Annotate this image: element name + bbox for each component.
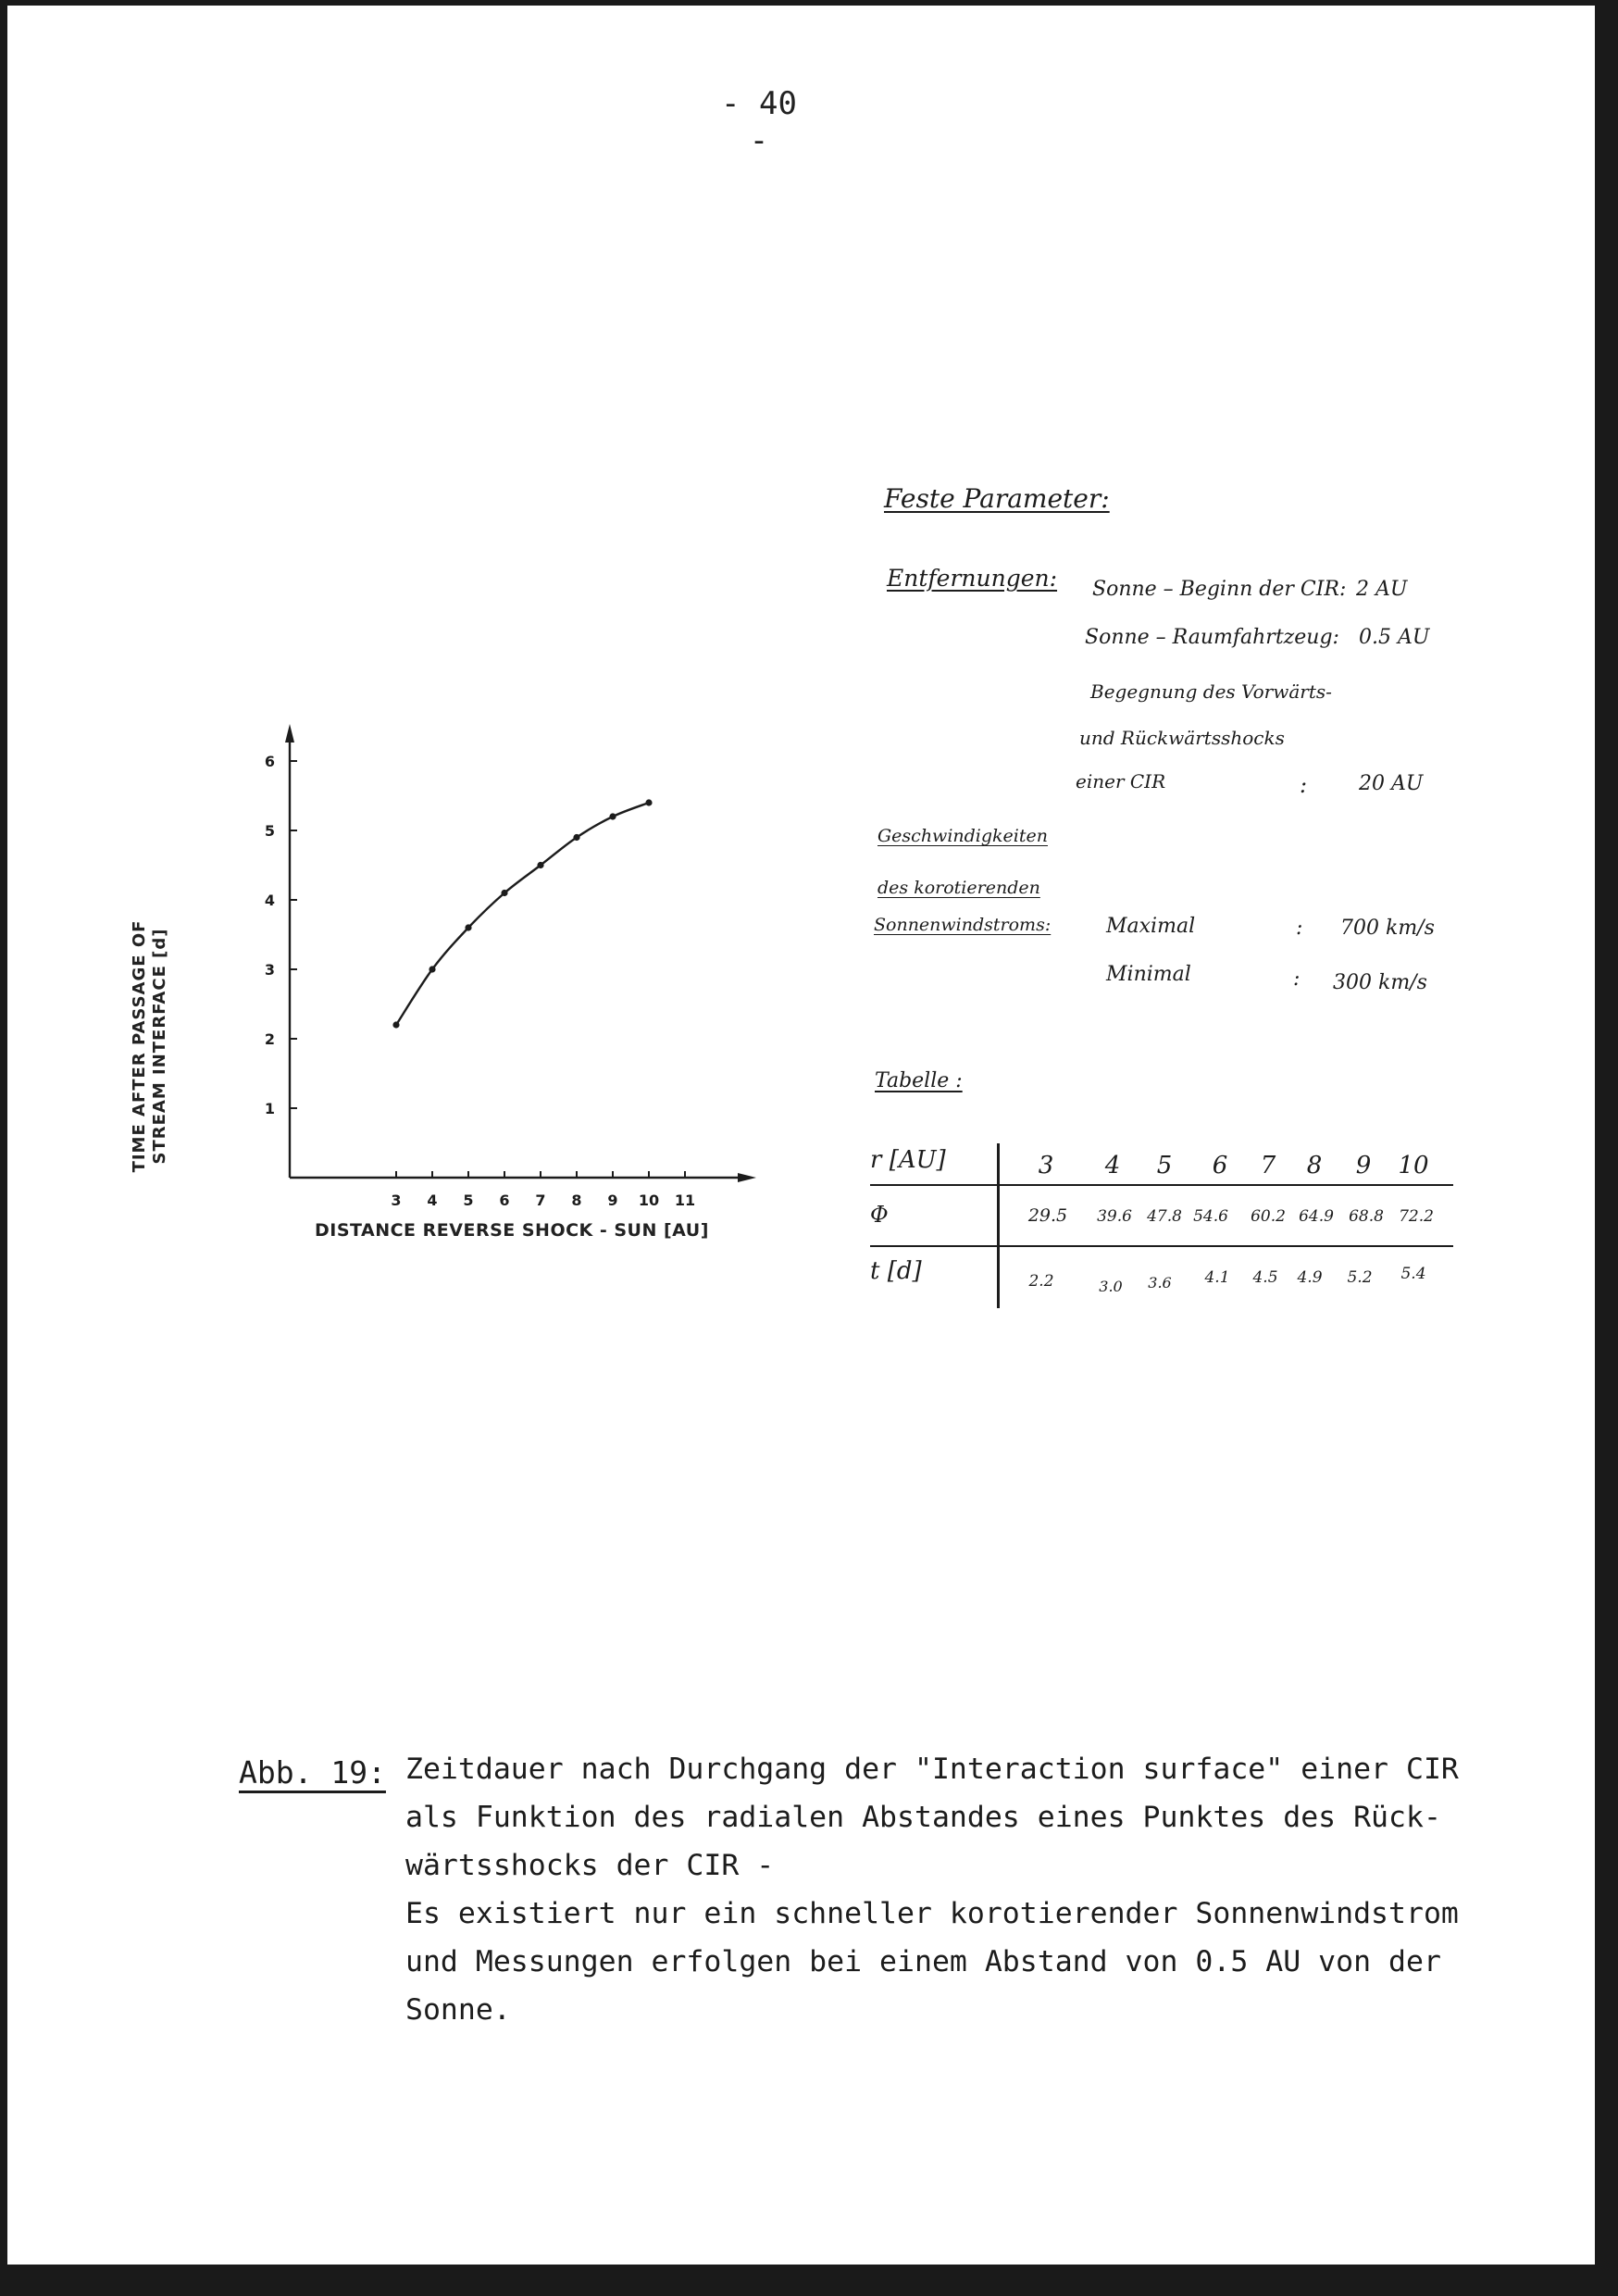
speed-label-line-3: Sonnenwindstroms: [874, 915, 1052, 935]
table-cell: 6 [1212, 1152, 1228, 1179]
y-tick-label: 1 [264, 1100, 275, 1117]
table-cell: 3.6 [1148, 1274, 1172, 1292]
y-axis-arrow [285, 724, 294, 742]
data-point [573, 834, 579, 841]
x-tick-label: 7 [535, 1192, 546, 1209]
data-point [645, 799, 652, 805]
x-tick-label: 11 [674, 1192, 696, 1209]
y-axis-label-line-1: TIME AFTER PASSAGE OF [130, 919, 149, 1173]
distance-3-colon: : [1300, 772, 1308, 798]
page-number: - 40 - [721, 85, 797, 159]
table-label: Tabelle : [875, 1069, 963, 1092]
x-tick-label: 8 [571, 1192, 582, 1209]
caption-line-3: wärtsshocks der CIR - [405, 1849, 775, 1882]
data-point [501, 890, 507, 896]
speed-label-line-2: des korotierenden [877, 878, 1040, 898]
data-point [537, 862, 543, 868]
caption-line-5: und Messungen erfolgen bei einem Abstand von 0.5 AU von der [405, 1945, 1441, 1978]
table-cell: 5.4 [1400, 1265, 1426, 1283]
table-row-head-t: t [d] [870, 1257, 922, 1285]
caption-text [405, 1745, 1470, 2034]
distance-3-line-2: und Rückwärtsshocks [1079, 727, 1285, 749]
table-cell: 47.8 [1147, 1207, 1182, 1226]
y-tick-label: 3 [264, 961, 275, 979]
table-cell: 54.6 [1193, 1207, 1228, 1226]
table-rule-1 [870, 1184, 1453, 1186]
table-cell: 64.9 [1299, 1207, 1334, 1226]
speed-max-label: Maximal [1106, 915, 1196, 938]
y-ticks [265, 753, 297, 1117]
y-tick-label: 4 [264, 892, 275, 909]
table-cell: 5 [1156, 1152, 1173, 1179]
table-cell: 4.9 [1297, 1268, 1323, 1287]
speed-max-colon: : [1296, 917, 1303, 940]
table-cell: 39.6 [1097, 1207, 1132, 1226]
distance-3-value: 20 AU [1359, 772, 1424, 795]
x-tick-label: 9 [607, 1192, 618, 1209]
data-point [392, 1021, 399, 1028]
table-cell: 2.2 [1028, 1272, 1054, 1291]
distance-3-line-1: Begegnung des Vorwärts- [1090, 680, 1332, 703]
table-cell: 7 [1260, 1152, 1276, 1179]
y-tick-label: 6 [264, 753, 275, 770]
x-tick-label: 6 [499, 1192, 510, 1209]
table-cell: 8 [1306, 1152, 1323, 1179]
table-cell: 4.1 [1204, 1268, 1230, 1287]
series-line [396, 803, 649, 1025]
table-cell: 3 [1038, 1152, 1054, 1179]
table-cell: 4.5 [1252, 1268, 1278, 1287]
caption-line-6: Sonne. [405, 1993, 511, 2027]
data-point [609, 813, 616, 819]
x-tick-label: 10 [638, 1192, 660, 1209]
speed-min-colon: : [1293, 967, 1301, 991]
table-cell: 10 [1398, 1152, 1429, 1179]
table-cell: 72.2 [1399, 1207, 1434, 1226]
table-cell: 29.5 [1027, 1205, 1068, 1226]
table-row-head-r: r [AU] [870, 1146, 946, 1174]
x-axis-arrow [738, 1173, 756, 1182]
table-cell: 3.0 [1099, 1278, 1123, 1295]
table-cell: 5.2 [1347, 1268, 1373, 1287]
distance-3-line-3: einer CIR [1076, 770, 1166, 792]
chart-axes [285, 724, 756, 1182]
speed-min-label: Minimal [1106, 963, 1191, 986]
table-rule-2 [870, 1245, 1453, 1247]
distance-2-label: Sonne – Raumfahrtzeug: [1085, 626, 1339, 649]
data-point [429, 966, 435, 972]
caption-line-2: als Funktion des radialen Abstandes eines Punktes des Rück- [405, 1801, 1441, 1834]
x-tick-label: 4 [427, 1192, 438, 1209]
y-axis-label [130, 805, 170, 1287]
table-cell: 9 [1355, 1152, 1372, 1179]
y-axis-label-line-2: STREAM INTERFACE [d] [150, 928, 169, 1165]
data-point [465, 924, 471, 930]
table-cell: 4 [1104, 1152, 1121, 1179]
chart [199, 722, 773, 1222]
series-points [392, 799, 652, 1028]
caption-line-4: Es existiert nur ein schneller korotierender Sonnenwindstrom [405, 1897, 1459, 1930]
distance-1-label: Sonne – Beginn der CIR: [1092, 578, 1347, 601]
table-row-head-phi: Φ [870, 1202, 889, 1228]
distance-1-value: 2 AU [1356, 578, 1408, 601]
speed-max-value: 700 km/s [1340, 917, 1435, 940]
y-tick-label: 2 [264, 1030, 275, 1048]
params-heading: Feste Parameter: [884, 483, 1110, 514]
x-axis-label: DISTANCE REVERSE SHOCK - SUN [AU] [315, 1220, 709, 1241]
x-tick-label: 5 [463, 1192, 474, 1209]
caption-line-1: Zeitdauer nach Durchgang der "Interaction surface" einer CIR [405, 1753, 1459, 1786]
table-cell: 68.8 [1349, 1207, 1384, 1226]
distances-label: Entfernungen: [887, 565, 1058, 592]
table-cell: 60.2 [1251, 1207, 1286, 1226]
y-tick-label: 5 [264, 822, 275, 840]
caption-label: Abb. 19: [239, 1754, 386, 1791]
x-tick-label: 3 [391, 1192, 402, 1209]
distance-2-value: 0.5 AU [1359, 626, 1430, 649]
speed-min-value: 300 km/s [1333, 971, 1427, 994]
speed-label-line-1: Geschwindigkeiten [877, 826, 1048, 846]
table-vertical-rule [997, 1143, 1000, 1308]
